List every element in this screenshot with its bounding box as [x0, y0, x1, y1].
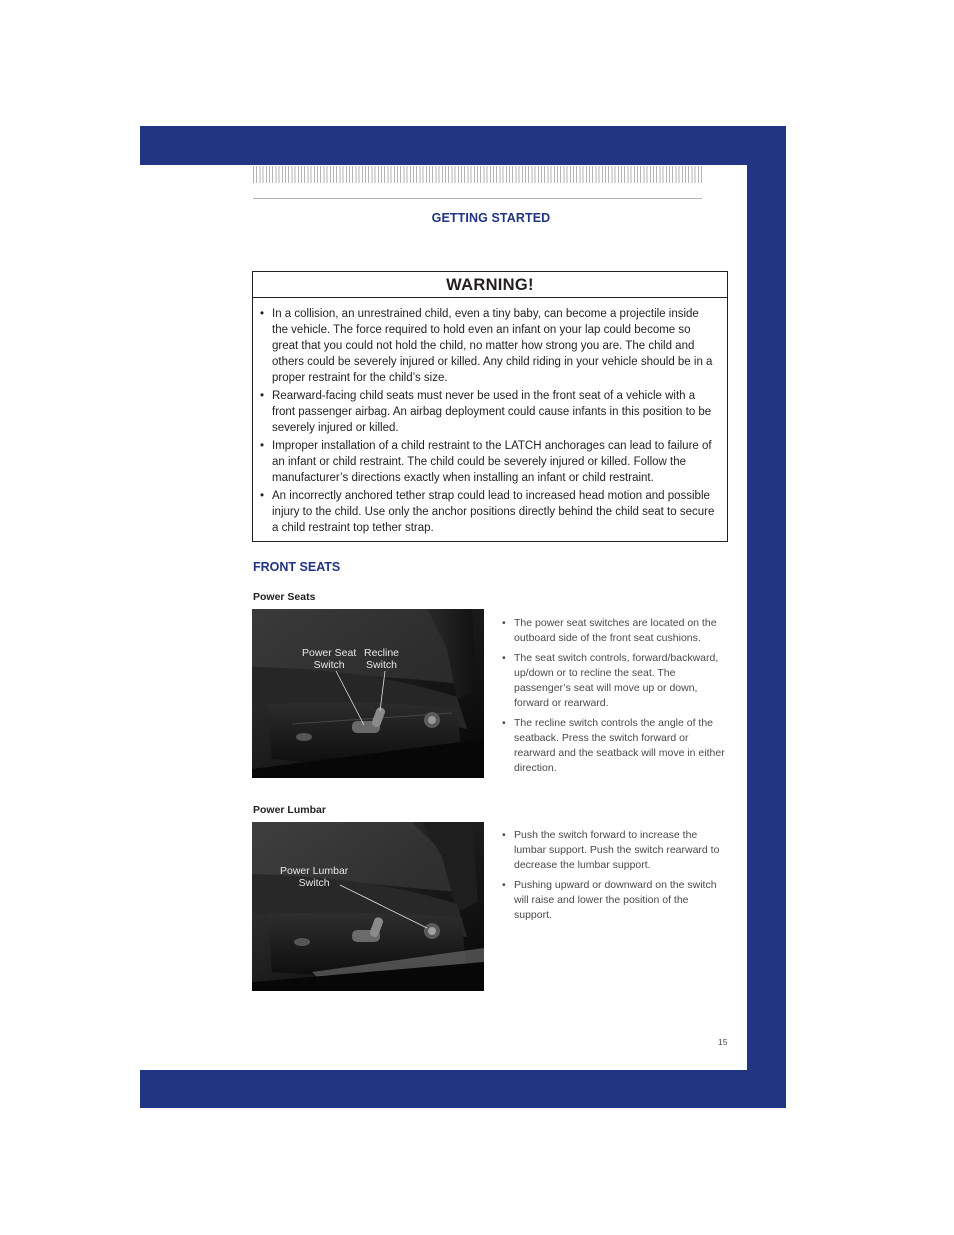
power-seats-photo — [252, 609, 484, 778]
decorative-tick-bar — [253, 166, 703, 183]
page-frame-top — [140, 126, 786, 165]
power-lumbar-photo — [252, 822, 484, 991]
page-number: 15 — [718, 1037, 728, 1047]
warning-item: • Improper installation of a child restraint to the LATCH anchorages can lead to failure of an infant or child restraint. The child could be severely injured or killed. Follow the manufacturer’s directions exactly when installing an infant or child restraint. — [272, 438, 719, 486]
header-divider — [253, 198, 702, 199]
power-lumbar-switch-label: Power Lumbar Switch — [280, 865, 349, 889]
list-item: • Pushing upward or downward on the switch will raise and lower the position of the support. — [502, 878, 728, 923]
lumbar-illustration — [252, 822, 484, 991]
front-seats-heading: FRONT SEATS — [253, 560, 341, 574]
section-header: GETTING STARTED — [431, 211, 551, 225]
recline-switch-label: Recline Switch — [364, 647, 400, 671]
power-seats-bullets — [502, 616, 728, 781]
page-frame-right — [747, 126, 786, 1108]
power-lumbar-subheading: Power Lumbar — [253, 804, 326, 816]
power-seats-subheading: Power Seats — [253, 591, 316, 603]
power-lumbar-bullets — [502, 828, 728, 928]
warning-item: • Rearward-facing child seats must never be used in the front seat of a vehicle with a front passenger airbag. An airbag deployment could cause infants in this position to be severely injured or killed. — [272, 388, 719, 436]
page-frame-bottom — [140, 1070, 786, 1108]
warning-list — [253, 298, 727, 536]
power-seat-switch-label: Power Seat Switch — [302, 647, 357, 671]
seat-illustration — [252, 609, 484, 778]
list-item: • The recline switch controls the angle of the seatback. Press the switch forward or rearward and the seatback will move in either direction. — [502, 716, 728, 776]
warning-title: WARNING! — [253, 272, 727, 298]
list-item: • Push the switch forward to increase the lumbar support. Push the switch rearward to decrease the lumbar support. — [502, 828, 728, 873]
list-item: • The seat switch controls, forward/backward, up/down or to recline the seat. The passenger’s seat will move up or down, forward or rearward. — [502, 651, 728, 711]
warning-item: • In a collision, an unrestrained child, even a tiny baby, can become a projectile inside the vehicle. The force required to hold even an infant on your lap could become so great that you could not hold the child, no matter how strong you are. The child and others could be severely injured or killed. Any child riding in your vehicle should be in a proper restraint for the child’s size. — [272, 306, 719, 386]
list-item: • The power seat switches are located on the outboard side of the front seat cushions. — [502, 616, 728, 646]
warning-item: • An incorrectly anchored tether strap could lead to increased head motion and possible injury to the child. Use only the anchor positions directly behind the child seat to secure a child restraint top tether strap. — [272, 488, 719, 536]
warning-box — [252, 271, 728, 542]
